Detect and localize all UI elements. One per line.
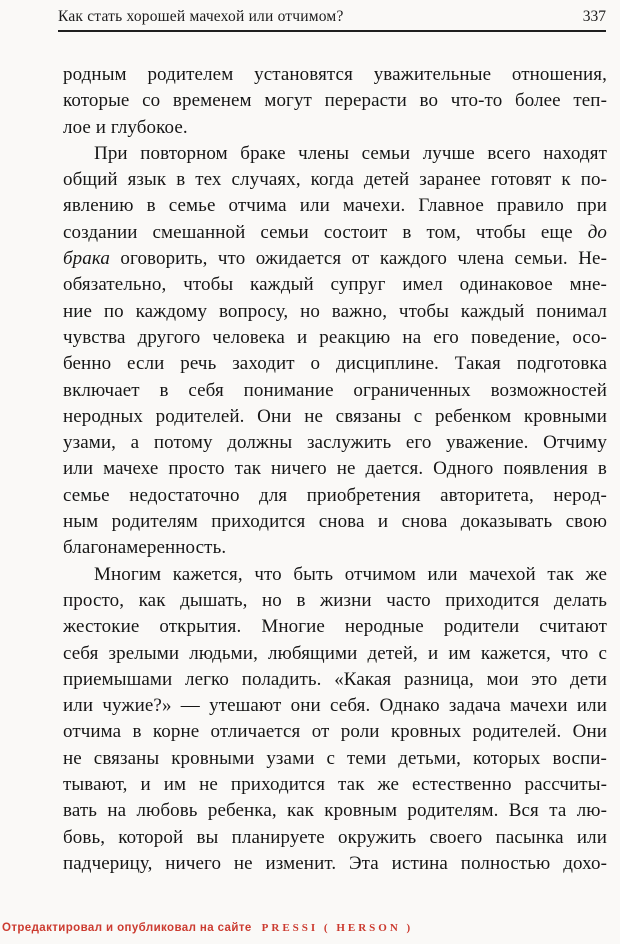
text-line: узами, а потому должны заслужить его уважение. Отчиму xyxy=(63,432,607,454)
paragraph xyxy=(63,141,607,562)
text-line: которые со временем могут перерасти во что-то более теп- xyxy=(63,90,607,112)
text-line: родным родителем установятся уважительные отношения, xyxy=(63,64,607,85)
text-line: неродных родителей. Они не связаны с ребенком кровными xyxy=(63,405,607,427)
header-rule xyxy=(58,30,606,32)
text-line: лое и глубокое. xyxy=(63,116,188,138)
text-line: бенно если речь заходит о дисциплине. Такая подготовка xyxy=(63,353,607,375)
text-line: или чужие?» — утешают они себя. Однако задача мачехи или xyxy=(63,695,607,717)
text-line: падчерицу, ничего не изменит. Эта истина полностью дохо- xyxy=(63,852,607,874)
paragraph xyxy=(63,562,607,878)
text-line: семье недостаточно для приобретения авторитета, нерод- xyxy=(63,484,607,506)
watermark xyxy=(2,921,413,935)
text-line: не связаны кровными узами с теми детьми, которых воспи- xyxy=(63,747,607,769)
text-line: При повторном браке члены семьи лучше всего находят xyxy=(94,142,607,164)
watermark-brand: PRESSI ( HERSON ) xyxy=(261,922,414,934)
text-line: приемышами легко поладить. «Какая разница, мои это дети xyxy=(63,668,607,690)
text-line: чувства другого человека и реакцию на его поведение, осо- xyxy=(63,326,607,348)
watermark-prefix: Отредактировал и опубликовал на сайте xyxy=(2,922,252,934)
page-header xyxy=(58,7,606,27)
text-line: ние по каждому вопросу, но важно, чтобы каждый понимал xyxy=(63,300,607,322)
text-line: жестокие открытия. Многие неродные родители считают xyxy=(63,616,607,638)
text-line: явлению в семье отчима или мачехи. Главное правило при xyxy=(63,195,607,217)
text-line: благонамеренность. xyxy=(63,537,227,559)
text-line: себя зрелыми людьми, любящими детей, и им кажется, что с xyxy=(63,642,607,664)
text-line: Многим кажется, что быть отчимом или мачехой так же xyxy=(94,563,607,585)
text-line: ным родителям приходится снова и снова доказывать свою xyxy=(63,511,607,533)
text-line: тывают, и им не приходится так же естественно рассчиты- xyxy=(63,774,607,796)
text-line: общий язык в тех случаях, когда детей заранее готовят к по- xyxy=(63,169,607,191)
text-line: брака оговорить, что ожидается от каждого члена семьи. Не- xyxy=(63,248,607,270)
text-line: или мачехе просто так ничего не дается. Одного появления в xyxy=(63,458,607,480)
text-line: обязательно, чтобы каждый супруг имел одинаковое мне- xyxy=(63,274,607,296)
text-line: вать на любовь ребенка, как кровным родителям. Вся та лю- xyxy=(63,800,607,822)
page-number: 337 xyxy=(582,8,606,25)
text-line: бовь, которой вы планируете окружить своего пасынка или xyxy=(63,826,607,848)
text-line: включает в себя понимание ограниченных возможностей xyxy=(63,379,607,401)
text-line: отчима в корне отличается от роли кровных родителей. Они xyxy=(63,721,607,743)
paragraph xyxy=(63,62,607,141)
running-title: Как стать хорошей мачехой или отчимом? xyxy=(58,8,344,25)
text-column xyxy=(63,62,607,877)
text-line: создании смешанной семьи состоит в том, чтобы еще до xyxy=(63,221,607,243)
text-line: просто, как дышать, но в жизни часто приходится делать xyxy=(63,589,607,611)
